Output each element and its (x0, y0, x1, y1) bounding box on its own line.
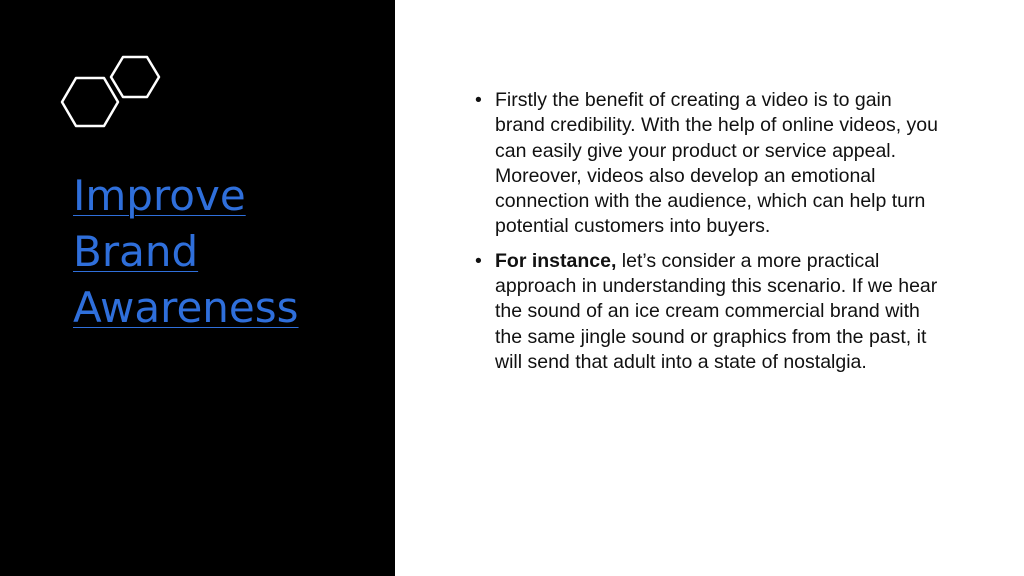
hexagon-pair-icon (58, 52, 168, 134)
title-line-1[interactable]: Improve (73, 171, 246, 220)
bullet-text: let’s consider a more practical approach in understanding this scenario. If we hear the sound of an ice cream commercial brand with the same jingle sound or graphics from the past, it will send that adult into a state of nostalgia. (495, 249, 938, 373)
slide-title-link[interactable] (73, 168, 373, 336)
bullet-marker: • (475, 89, 482, 111)
small-hexagon-icon (111, 57, 159, 97)
bullet-lead-bold: For instance, (495, 249, 617, 272)
bullet-item-2 (475, 249, 945, 375)
title-line-2[interactable]: Brand (73, 227, 199, 276)
title-line-3[interactable]: Awareness (73, 283, 299, 332)
left-panel (0, 0, 395, 576)
bullet-marker: • (475, 249, 482, 272)
large-hexagon-icon (62, 78, 118, 126)
right-panel (395, 0, 1024, 576)
bullet-text: Firstly the benefit of creating a video is to gain brand credibility. With the help of online videos, you can easily give your product or service appeal. Moreover, videos also develop an emotional connection with the audience, which can help turn potential customers into buyers. (495, 89, 938, 238)
bullet-list (475, 88, 945, 384)
bullet-item-1 (475, 88, 945, 240)
